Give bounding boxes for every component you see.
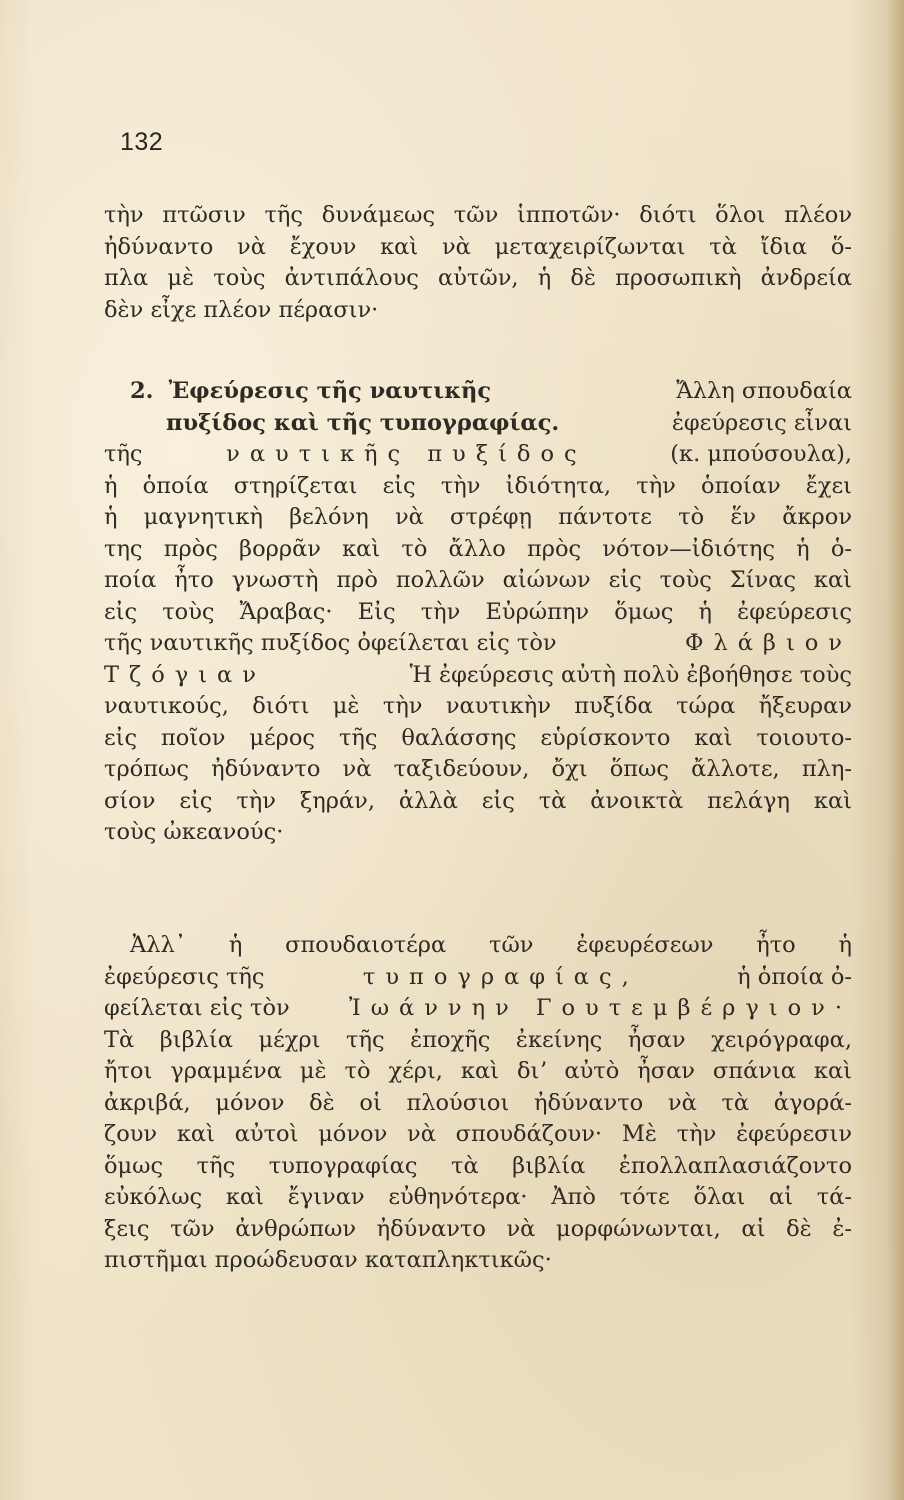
paragraph-continuation <box>104 200 852 326</box>
section-heading-line <box>104 376 852 408</box>
text-line: ἤτοι γραμμένα μὲ τὸ χέρι, καὶ διʼ αὐτὸ ἦσαν σπάνια καὶ <box>104 1058 852 1084</box>
page-number: 132 <box>120 128 164 156</box>
text-line: πιστῆμαι προώδευσαν καταπληκτικῶς· <box>104 1247 552 1273</box>
text-fragment: Ἡ ἐφεύρεσις αὐτὴ πολὺ ἐβοήθησε τοὺς <box>409 661 852 688</box>
text-fragment: φείλεται εἰς τὸν <box>104 995 290 1021</box>
text-line <box>104 628 852 660</box>
text-line <box>104 962 852 994</box>
text-line: σίον εἰς τὴν ξηράν, ἀλλὰ εἰς τὰ ἀνοικτὰ πελάγη καὶ <box>104 787 852 814</box>
text-line: τὴν πτῶσιν τῆς δυνάμεως τῶν ἱπποτῶν· διότι ὅλοι πλέον <box>104 202 852 228</box>
page-edge-shadow <box>886 0 904 1500</box>
section-number: 2. <box>130 378 154 404</box>
text-fragment: (κ. μπούσουλα), <box>670 441 852 467</box>
text-line: δὲν εἶχε πλέον πέρασιν· <box>104 296 379 323</box>
spaced-term-flavio: Φλάβιον <box>685 630 852 656</box>
text-line: τρόπως ἠδύναντο νὰ ταξιδεύουν, ὄχι ὅπως ἄλλοτε, πλη- <box>104 756 852 782</box>
text-line <box>104 439 852 471</box>
spaced-term-compass: ναυτικῆς πυξίδος <box>226 441 587 467</box>
text-line: ἀκριβά, μόνον δὲ οἱ πλούσιοι ἠδύναντο νὰ τὰ ἀγορά- <box>104 1089 852 1116</box>
text-line: ἡ ὁποία στηρίζεται εἰς τὴν ἰδιότητα, τὴν ὁποίαν ἔχει <box>104 472 852 499</box>
text-line: εἰς τοὺς Ἄραβας· Εἰς τὴν Εὐρώπην ὅμως ἡ ἐφεύρεσις <box>104 598 852 625</box>
text-line: της πρὸς βορρᾶν καὶ τὸ ἄλλο πρὸς νότον—ἰδιότης ἡ ὁ- <box>104 535 852 562</box>
text-line: πλα μὲ τοὺς ἀντιπάλους αὐτῶν, ἡ δὲ προσωπικὴ ἀνδρεία <box>104 265 852 291</box>
text-line: Τὰ βιβλία μέχρι τῆς ἐποχῆς ἐκείνης ἦσαν χειρόγραφα, <box>104 1026 852 1053</box>
section-compass-printing <box>104 376 852 849</box>
paragraph-printing <box>104 930 852 1277</box>
text-line: ζουν καὶ αὐτοὶ μόνον νὰ σπουδάζουν· Μὲ τὴν ἐφεύρεσιν <box>104 1121 852 1147</box>
text-fragment: τῆς <box>104 441 143 467</box>
spaced-term-gutenberg: Ἰωάννην Γουτεμβέργιον· <box>348 995 852 1021</box>
text-line: ξεις τῶν ἀνθρώπων ἠδύναντο νὰ μορφώνωνται, αἱ δὲ ἐ- <box>104 1215 852 1242</box>
text-line: εἰς ποῖον μέρος τῆς θαλάσσης εὑρίσκοντο καὶ τοιουτο- <box>104 724 852 751</box>
text-line: ὅμως τῆς τυπογραφίας τὰ βιβλία ἐπολλαπλασιάζοντο <box>104 1152 852 1179</box>
section-heading-text: Ἐφεύρεσις τῆς ναυτικῆς <box>168 378 492 404</box>
text-line: ποία ἦτο γνωστὴ πρὸ πολλῶν αἰώνων εἰς τοὺς Σίνας καὶ <box>104 567 852 593</box>
text-line: τοὺς ὠκεανούς· <box>104 819 284 845</box>
section-body-start: Ἄλλη σπουδαία <box>676 378 852 404</box>
spaced-term-typography: τυπογραφίας, <box>362 963 639 990</box>
text-line <box>104 993 852 1025</box>
section-body-text: ἐφεύρεσις εἶναι <box>671 409 852 436</box>
section-heading-text: πυξίδος καὶ τῆς τυπογραφίας. <box>166 409 560 436</box>
text-line <box>104 660 852 692</box>
text-line: Ἀλλ᾽ ἡ σπουδαιοτέρα τῶν ἐφευρέσεων ἦτο ἡ <box>130 932 852 958</box>
text-line: ἡ μαγνητικὴ βελόνη νὰ στρέφῃ πάντοτε τὸ ἕν ἄκρον <box>104 504 852 530</box>
text-fragment: ἡ ὁποία ὀ- <box>737 963 852 990</box>
text-line: ἠδύναντο νὰ ἔχουν καὶ νὰ μεταχειρίζωνται τὰ ἴδια ὅ- <box>104 233 852 260</box>
text-line: εὐκόλως καὶ ἔγιναν εὐθηνότερα· Ἀπὸ τότε ὅλαι αἱ τά- <box>104 1184 852 1210</box>
text-fragment: ἐφεύρεσις τῆς <box>104 963 265 990</box>
section-heading-part <box>104 376 491 408</box>
spaced-term-gioia: Τζόγιαν <box>104 661 266 688</box>
section-heading-line <box>104 408 852 440</box>
text-fragment: τῆς ναυτικῆς πυξίδος ὀφείλεται εἰς τὸν <box>104 630 557 656</box>
text-line: ναυτικούς, διότι μὲ τὴν ναυτικὴν πυξίδα τώρα ἤξευραν <box>104 693 852 719</box>
